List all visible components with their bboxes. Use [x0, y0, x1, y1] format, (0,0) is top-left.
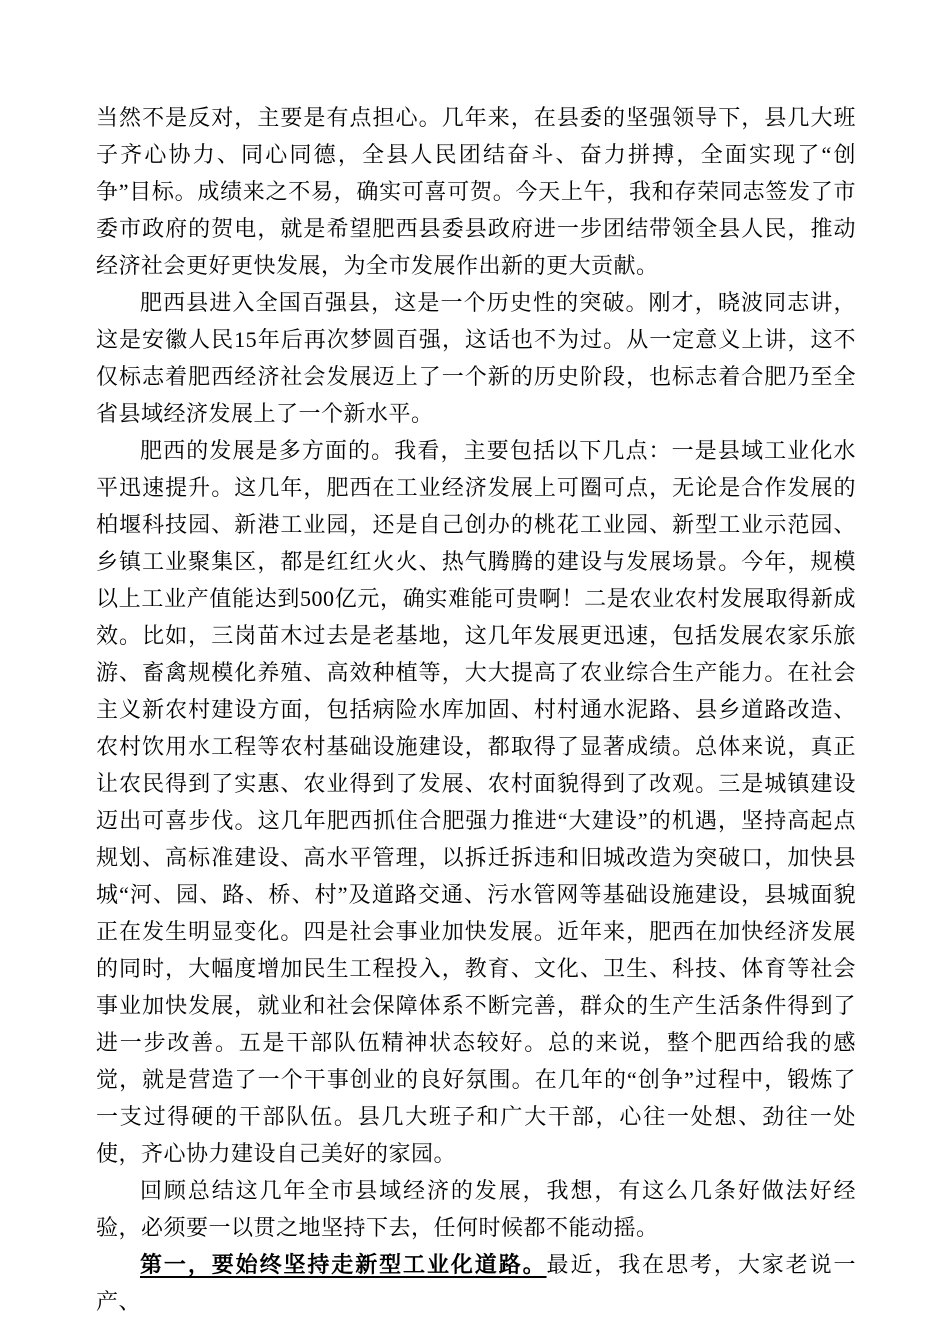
paragraph — [96, 432, 856, 1172]
document-body — [96, 99, 856, 1320]
paragraph-text: 最近，我在思考，大家老说一产、 — [96, 1252, 856, 1314]
paragraph-text: 回顾总结这几年全市县域经济的发展，我想，有这么几条好做法好经验，必须要一以贯之地坚持下去，任何时候都不能动摇。 — [96, 1178, 856, 1240]
paragraph-text: 当然不是反对，主要是有点担心。几年来，在县委的坚强领导下，县几大班子齐心协力、同心同德，全县人民团结奋斗、奋力拼搏，全面实现了“创争”目标。成绩来之不易，确实可喜可贺。今天上午，我和存荣同志签发了市委市政府的贺电，就是希望肥西县委县政府进一步团结带领全县人民，推动经济社会更好更快发展，为全市发展作出新的更大贡献。 — [96, 105, 856, 278]
paragraph-text: 肥西县进入全国百强县，这是一个历史性的突破。刚才，晓波同志讲，这是安徽人民15年后再次梦圆百强，这话也不为过。从一定意义上讲，这不仅标志着肥西经济社会发展迈上了一个新的历史阶段，也标志着合肥乃至全省县域经济发展上了一个新水平。 — [96, 290, 856, 426]
paragraph — [96, 1246, 856, 1320]
paragraph — [96, 284, 856, 432]
paragraph-emphasis-text: 第一，要始终坚持走新型工业化道路。 — [140, 1252, 547, 1277]
paragraph-text: 肥西的发展是多方面的。我看，主要包括以下几点：一是县域工业化水平迅速提升。这几年，肥西在工业经济发展上可圈可点，无论是合作发展的柏堰科技园、新港工业园，还是自己创办的桃花工业园、新型工业示范园、乡镇工业聚集区，都是红红火火、热气腾腾的建设与发展场景。今年，规模以上工业产值能达到500亿元，确实难能可贵啊！二是农业农村发展取得新成效。比如，三岗苗木过去是老基地，这几年发展更迅速，包括发展农家乐旅游、畜禽规模化养殖、高效种植等，大大提高了农业综合生产能力。在社会主义新农村建设方面，包括病险水库加固、村村通水泥路、县乡道路改造、农村饮用水工程等农村基础设施建设，都取得了显著成绩。总体来说，真正让农民得到了实惠、农业得到了发展、农村面貌得到了改观。三是城镇建设迈出可喜步伐。这几年肥西抓住合肥强力推进“大建设”的机遇，坚持高起点规划、高标准建设、高水平管理，以拆迁拆违和旧城改造为突破口，加快县城“河、园、路、桥、村”及道路交通、污水管网等基础设施建设，县城面貌正在发生明显变化。四是社会事业加快发展。近年来，肥西在加快经济发展的同时，大幅度增加民生工程投入，教育、文化、卫生、科技、体育等社会事业加快发展，就业和社会保障体系不断完善，群众的生产生活条件得到了进一步改善。五是干部队伍精神状态较好。总的来说，整个肥西给我的感觉，就是营造了一个干事创业的良好氛围。在几年的“创争”过程中，锻炼了一支过得硬的干部队伍。县几大班子和广大干部，心往一处想、劲往一处使，齐心协力建设自己美好的家园。 — [96, 438, 856, 1166]
paragraph — [96, 99, 856, 284]
paragraph — [96, 1172, 856, 1246]
